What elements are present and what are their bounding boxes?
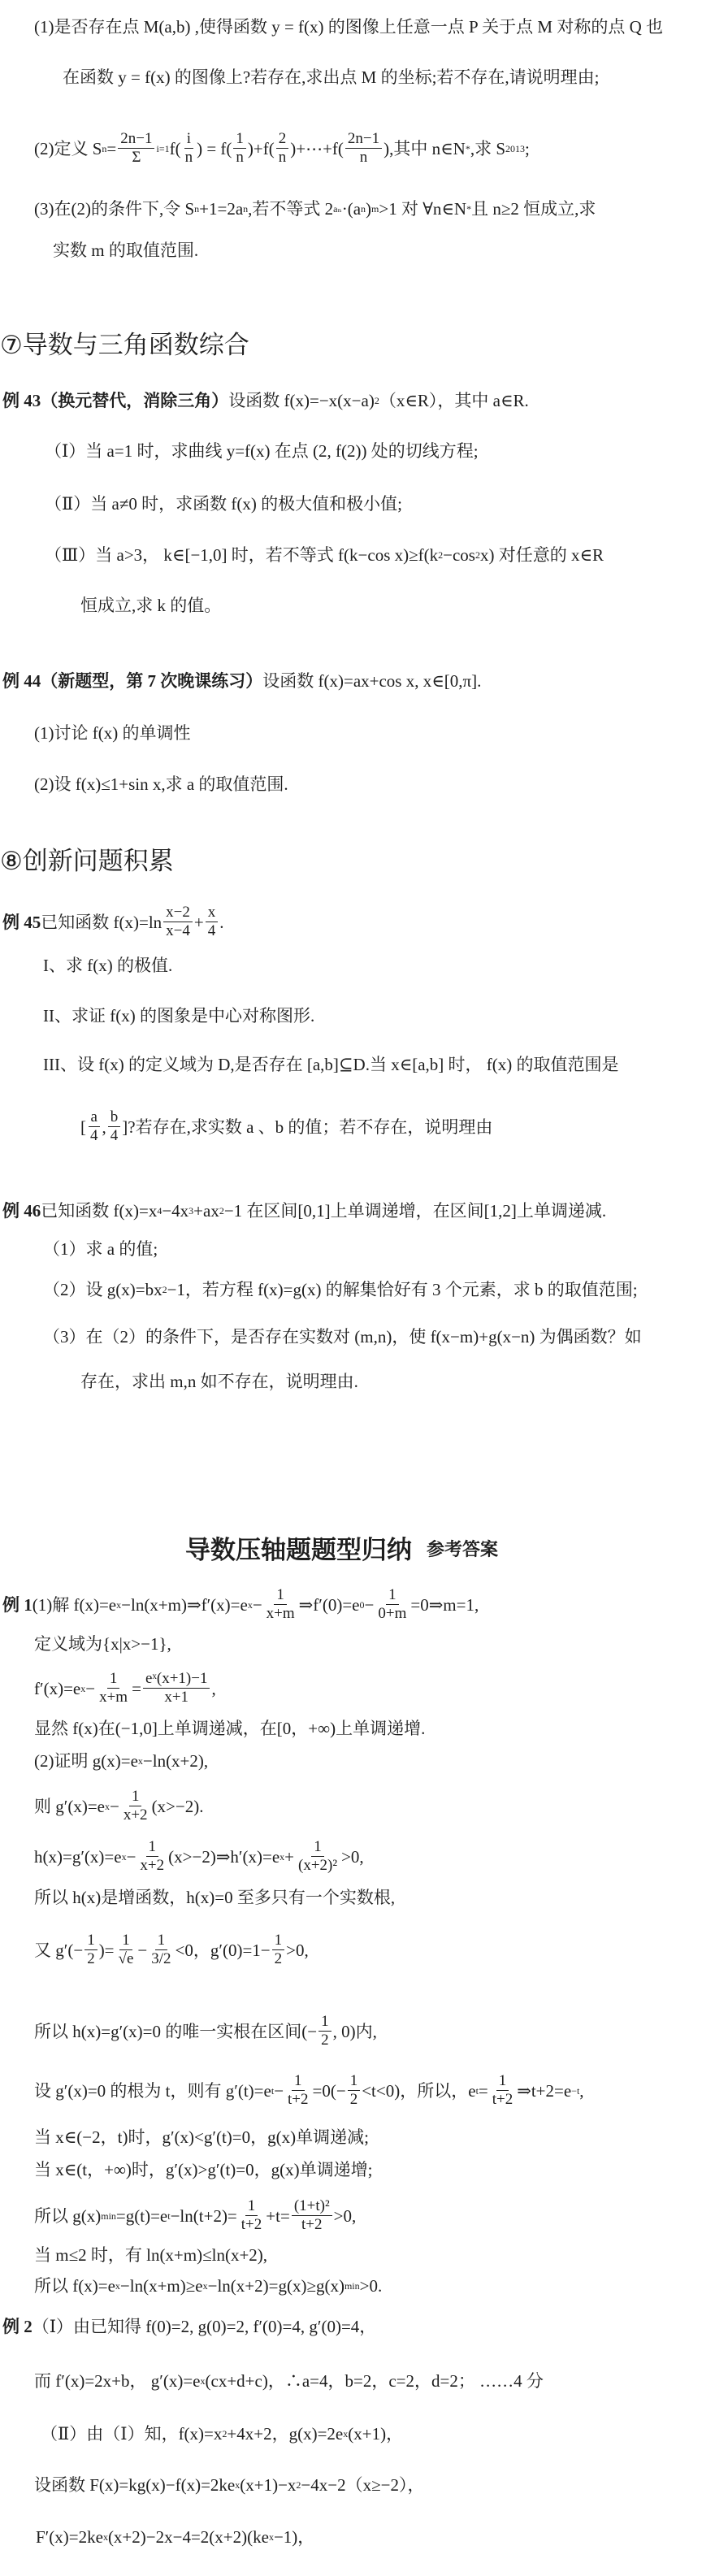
text-line: （Ⅱ）由（Ⅰ）知，f(x)=x 2 +4x+2，g(x)=2e x (x+1)， [41, 2424, 404, 2444]
text-run: (x>−2)⇒h′(x)=e [168, 1846, 280, 1867]
text-run: (x>−2). [151, 1796, 204, 1816]
text-run: , 0)内, [332, 2021, 377, 2041]
text-run: 存在，求出 m,n 如不存在，说明理由. [80, 1372, 358, 1391]
fraction [345, 130, 382, 167]
text-line [34, 1886, 395, 1909]
text-run: −4x−2（x≥−2）， [301, 2475, 425, 2495]
text-run: , [102, 1117, 106, 1137]
numerator: 1 [274, 1586, 287, 1605]
text-run: II、求证 f(x) 的图象是中心对称图形. [43, 1006, 315, 1026]
text-run: 所以 f(x)=e [34, 2276, 115, 2296]
text-run: 则 g′(x)=e [34, 1796, 105, 1816]
denominator: Σ [132, 149, 141, 166]
numerator: 1 [318, 2013, 332, 2032]
denominator: 0+m [378, 1605, 407, 1622]
text-run: （Ⅱ）当 a≠0 时，求函数 f(x) 的极大值和极小值; [45, 494, 402, 514]
text-run: 而 f′(x)=2x+b， g′(x)=e [34, 2371, 201, 2391]
text-line [2, 904, 223, 940]
text-run: ) = f( [197, 138, 232, 158]
text-line: h(x)=g′(x)=e x − $\frac{1}{x+2}$ (x>−2)⇒h′(x)=e x + $\frac{1}{\text{(x+2)²}}$ >0, [34, 1838, 364, 1874]
text-line: 所以 g(x) min =g(t)=e t −ln(t+2)= $\frac{1}{t+2}$ +t= $\frac{\text{(1+t)²}}{t+2}$ >0, [34, 2197, 357, 2233]
text-run: +4x+2，g(x)=2e [227, 2424, 344, 2444]
text-run: 设 g′(x)=0 的根为 t，则有 g′(t)=e [34, 2080, 271, 2101]
text-line [34, 773, 288, 796]
text-line: 所以 f(x)=e x −ln(x+m)≥e x −ln(x+2)=g(x)≥g(x) min >0. [34, 2276, 383, 2296]
numerator: 2n−1 [345, 130, 382, 149]
text-line [80, 1108, 492, 1145]
numerator: 1 [107, 1670, 120, 1689]
text-run: −ln(x+2)=g(x)≥g(x) [207, 2276, 344, 2296]
text-run: 当 m≤2 时，有 ln(x+m)≤ln(x+2), [34, 2245, 268, 2265]
text-line [43, 1325, 642, 1348]
text-line [34, 2158, 372, 2181]
text-run: )+f( [247, 138, 275, 158]
text-run: +ax [193, 1201, 219, 1221]
text-run: (1)解 f(x)=e [32, 1594, 117, 1615]
text-run: + [284, 1846, 294, 1867]
text-line [80, 594, 221, 617]
numerator: x−2 [163, 904, 193, 922]
text-run: − [126, 1846, 136, 1867]
text-line [34, 1633, 171, 1655]
section-heading [0, 845, 174, 878]
denominator: n [184, 149, 193, 166]
text-line: f′(x)=e x − $\frac{1}{x+m}$ = $\frac{\text{eˣ(x+1)−1}}{x+1}$ , [34, 1670, 216, 1706]
denominator: t+2 [240, 2216, 262, 2233]
numerator: i [184, 130, 193, 149]
text-line [53, 239, 198, 262]
text-run: = [478, 2080, 488, 2101]
numerator: 1 [292, 2072, 305, 2091]
text-run: 设函数 f(x)=ax+cos x, x∈[0,π]. [262, 671, 482, 691]
text-line: 例 1 (1)解 f(x)=e x −ln(x+m)⇒f′(x)=e x − $\frac{1}{x+m}$ ⇒f′(0)=e 0 − $\frac{1}{0+m}$ =0⇒m=1, [2, 1586, 479, 1622]
text-run: − [364, 1594, 375, 1615]
text-run: （x∈R），其中 a∈R. [379, 391, 529, 410]
denominator: x−4 [166, 922, 190, 939]
text-run: ⑦导数与三角函数综合 [0, 331, 249, 360]
text-run: 当 x∈(−2，t)时，g′(x)<g′(t)=0，g(x)单调递减; [34, 2127, 369, 2147]
numerator: 1 [129, 1788, 142, 1806]
fraction [183, 130, 196, 167]
text-run: , [211, 1678, 216, 1698]
text-line: （Ⅲ）当 a>3， k∈[−1,0] 时，若不等式 f(k−cos x)≥f(k 2 −cos 2 x) 对任意的 x∈R [45, 545, 604, 565]
text-run: 显然 f(x)在(−1,0]上单调递减，在[0，+∞)上单调递增. [34, 1719, 426, 1738]
text-run: h(x)=g′(x)=e [34, 1846, 122, 1867]
denominator: (x+2)² [298, 1857, 338, 1874]
fraction [285, 2072, 311, 2109]
text-run: (x+1)−x [240, 2475, 297, 2495]
text-run: = [132, 1678, 141, 1698]
text-run: =0(− [312, 2080, 346, 2101]
numerator: 1 [245, 2197, 258, 2216]
numerator: eˣ(x+1)−1 [143, 1670, 210, 1689]
text-line [34, 2126, 369, 2149]
fraction [318, 2013, 332, 2049]
text-run: + [193, 912, 204, 932]
text-run: 设函数 f(x)=−x(x−a) [228, 391, 375, 410]
denominator: √e [118, 1950, 134, 1967]
text-run: III、设 f(x) 的定义域为 D,是否存在 [a,b]⊆D.当 x∈[a,b] 时， f(x) 的取值范围是 [43, 1055, 619, 1074]
numerator: 1 [146, 1838, 159, 1857]
text-run: − [110, 1796, 119, 1816]
text-line: (2)定义 S n = $\frac{2n-1}{\Sigma}$ i=1 f( $\frac{i}{n}$ ) = f( $\frac{1}{n}$ )+f( $\frac{2}{n}$ )+⋯+f( $\frac{2n-1}{n}$ ),其中 n∈N * ,求 S 2013 ; [34, 130, 530, 166]
text-run: 实数 m 的取值范围. [53, 241, 199, 260]
numerator: 1 [311, 1838, 324, 1857]
fraction [206, 904, 219, 940]
text-run: )+⋯+f( [290, 138, 344, 158]
fraction [375, 1586, 409, 1623]
text-run: +t= [266, 2205, 290, 2226]
fraction [137, 1838, 167, 1875]
text-line: (2)证明 g(x)=e x −ln(x+2), [34, 1751, 209, 1771]
numerator: 1 [386, 1586, 399, 1605]
text-line [34, 15, 663, 38]
fraction [272, 1932, 285, 1968]
fraction [233, 130, 246, 167]
numerator: a [89, 1108, 100, 1127]
text-run: −ln(x+2), [142, 1751, 209, 1771]
fraction [84, 1932, 98, 1968]
text-run: −ln(t+2)= [170, 2205, 237, 2226]
numerator: 1 [233, 130, 246, 149]
example-label: 例 46 [2, 1201, 41, 1221]
text-run: ⇒t+2=e [517, 2080, 572, 2101]
text-run: =g(t)=e [115, 2205, 168, 2226]
fraction [116, 1932, 136, 1968]
text-run: ) [366, 199, 372, 219]
fraction [239, 2197, 265, 2234]
text-run: 已知函数 f(x)=ln [41, 912, 162, 932]
fraction [97, 1670, 130, 1706]
text-line [34, 1932, 309, 1968]
text-run: −ln(x+m)⇒f′(x)=e [121, 1594, 248, 1615]
text-run: 又 g′(− [34, 1940, 84, 1960]
text-run: +1=2a [199, 199, 244, 219]
denominator: 2 [349, 2091, 358, 2108]
text-run: （Ⅲ）当 a>3， k∈[−1,0] 时，若不等式 f(k−cos x)≥f(k [45, 545, 439, 565]
fraction [149, 1932, 173, 1968]
denominator: x+m [266, 1605, 295, 1622]
numerator: 1 [119, 1932, 132, 1950]
text-line [43, 1004, 314, 1027]
numerator: 1 [272, 1932, 285, 1950]
text-run: (3)在(2)的条件下,令 S [34, 199, 195, 219]
text-run: (x+2)−2x−4=2(x+2)(ke [107, 2527, 269, 2547]
fraction [292, 2197, 332, 2234]
text-run: − [85, 1678, 96, 1698]
text-line: （2）设 g(x)=bx 2 −1，若方程 f(x)=g(x) 的解集恰好有 3 个元素，求 b 的取值范围; [43, 1280, 638, 1299]
text-run: . [219, 912, 224, 932]
text-run: ⑧创新问题积累 [0, 847, 174, 876]
fraction [276, 130, 289, 167]
denominator: 2 [87, 1950, 95, 1967]
section-heading [0, 329, 249, 362]
numerator: 1 [155, 1932, 168, 1950]
text-run: − [252, 1594, 262, 1615]
text-run: <0，g′(0)=1− [175, 1940, 271, 1960]
text-line [34, 2013, 377, 2049]
text-run: >1 对 ∀n∈N [379, 199, 467, 219]
text-run: I、求 f(x) 的极值. [43, 956, 173, 975]
text-run: (1)讨论 f(x) 的单调性 [34, 723, 191, 743]
text-run: 且 n≥2 恒成立,求 [471, 199, 596, 219]
denominator: t+2 [288, 2091, 309, 2108]
text-run: >0, [333, 2205, 357, 2226]
text-line [34, 722, 190, 744]
fraction [490, 2072, 516, 2109]
text-line: (3)在(2)的条件下,令 S n +1=2a n ,若不等式 2 aₙ ·(a n ) m >1 对 ∀n∈N * 且 n≥2 恒成立,求 [34, 199, 596, 219]
fraction [118, 130, 154, 167]
text-run: = [106, 138, 117, 158]
denominator: t+2 [492, 2091, 514, 2108]
numerator: 1 [348, 2072, 361, 2091]
fraction [143, 1670, 210, 1706]
text-run: 恒成立,求 k 的值。 [80, 596, 222, 615]
answer-subtitle: 参考答案 [427, 1540, 499, 1560]
text-run: −ln(x+m)≥e [119, 2276, 203, 2296]
denominator: 4 [207, 922, 216, 939]
denominator: n [359, 149, 368, 166]
numerator: b [108, 1108, 121, 1127]
text-run: (2)证明 g(x)=e [34, 1751, 138, 1771]
text-line [45, 492, 402, 515]
numerator: (1+t)² [292, 2197, 332, 2216]
numerator: 2 [276, 130, 289, 149]
denominator: 3/2 [151, 1950, 171, 1967]
text-line: 例 43（换元替代，消除三角） 设函数 f(x)=−x(x−a) 2 （x∈R），其中 a∈R. [2, 391, 529, 410]
fraction [88, 1108, 101, 1145]
text-line [43, 1238, 158, 1260]
text-run: （2）设 g(x)=bx [43, 1280, 162, 1299]
text-line: 而 f′(x)=2x+b， g′(x)=e x (cx+d+c)，∴a=4，b=2，c=2，d=2； ……4 分 [34, 2371, 544, 2391]
text-run: x) 对任意的 x∈R [479, 545, 604, 565]
numerator: 1 [496, 2072, 509, 2091]
text-line [2, 2315, 376, 2338]
text-run: −cos [443, 545, 475, 565]
text-run: （Ⅰ）当 a=1 时，求曲线 y=f(x) 在点 (2, f(2)) 处的切线方程; [45, 441, 479, 461]
text-run: −1，若方程 f(x)=g(x) 的解集恰好有 3 个元素，求 b 的取值范围; [167, 1280, 638, 1299]
text-line: 例 46 已知函数 f(x)=x 4 −4x 3 +ax 2 −1 在区间[0,1]上单调递增，在区间[1,2]上单调递减. [2, 1201, 607, 1221]
fraction [108, 1108, 121, 1145]
text-line: 设函数 F(x)=kg(x)−f(x)=2ke x (x+1)−x 2 −4x−2（x≥−2）， [34, 2475, 425, 2495]
text-run: >0, [286, 1940, 309, 1960]
text-run: (x+1)， [348, 2424, 404, 2444]
text-line [63, 66, 599, 89]
text-run: 定义域为{x|x>−1}, [34, 1634, 171, 1654]
text-run: ),其中 n∈N [384, 138, 466, 158]
text-run: =0⇒m=1, [410, 1594, 479, 1615]
text-run: −1)， [273, 2527, 315, 2547]
fraction [348, 2072, 361, 2109]
text-run: ; [525, 138, 530, 158]
denominator: t+2 [301, 2216, 323, 2233]
text-run: ·(a [341, 199, 362, 219]
text-run: −1 在区间[0,1]上单调递增，在区间[1,2]上单调递减. [223, 1201, 607, 1221]
text-run: 所以 g(x) [34, 2205, 102, 2226]
text-run: （Ⅱ）由（Ⅰ）知，f(x)=x [41, 2424, 223, 2444]
text-run: 已知函数 f(x)=x [41, 1201, 158, 1221]
denominator: x+m [99, 1689, 128, 1706]
denominator: 4 [110, 1127, 119, 1144]
text-run: (2)定义 S [34, 138, 102, 158]
text-run: 所以 h(x)是增函数，h(x)=0 至多只有一个实数根, [34, 1888, 396, 1907]
denominator: x+2 [123, 1806, 148, 1824]
text-run: 当 x∈(t，+∞)时，g′(x)>g′(t)=0，g(x)单调递增; [34, 2160, 373, 2179]
numerator: 1 [84, 1932, 98, 1950]
text-line [80, 1370, 358, 1393]
text-line [2, 670, 481, 692]
text-run: )= [98, 1940, 115, 1960]
text-line [34, 1717, 425, 1740]
denominator: 2 [274, 1950, 283, 1967]
text-run: >0. [359, 2276, 383, 2296]
text-run: [ [80, 1117, 86, 1137]
text-run: (2)设 f(x)≤1+sin x,求 a 的取值范围. [34, 774, 288, 794]
text-run: （1）求 a 的值; [43, 1239, 158, 1259]
text-run: ]?若存在,求实数 a 、b 的值；若不存在，说明理由 [122, 1117, 493, 1137]
text-line: F′(x)=2ke x (x+2)−2x−4=2(x+2)(ke x −1)， [36, 2527, 315, 2547]
example-label: 例 43（换元替代，消除三角） [2, 391, 229, 410]
text-run: ,若不等式 2 [248, 199, 334, 219]
fraction [163, 904, 193, 940]
text-run: , [579, 2080, 584, 2101]
text-run: 在函数 y = f(x) 的图像上?若存在,求出点 M 的坐标;若不存在,请说明理由; [63, 67, 600, 87]
text-run: 导数压轴题题型归纳 [185, 1536, 412, 1565]
text-run: 所以 h(x)=g′(x)=0 的唯一实根在区间(− [34, 2021, 318, 2041]
text-line [43, 954, 172, 977]
example-label: 例 2 [2, 2317, 32, 2336]
text-run: <t<0)，所以，e [362, 2080, 476, 2101]
denominator: x+1 [164, 1689, 189, 1706]
text-run: −4x [162, 1201, 189, 1221]
text-line [43, 1053, 619, 1076]
example-label: 例 45 [2, 912, 41, 932]
text-run: ⇒f′(0)=e [298, 1594, 360, 1615]
text-line: 设 g′(x)=0 的根为 t，则有 g′(t)=e t − $\frac{1}{t+2}$ =0(− $\frac{1}{2}$ <t<0)，所以，e t = $\frac{1}{t+2}$ ⇒t+2=e −t , [34, 2072, 584, 2108]
text-run: （Ⅰ）由已知得 f(0)=2, g(0)=2, f′(0)=4, g′(0)=4， [32, 2317, 377, 2336]
text-run: f( [169, 138, 181, 158]
denominator: n [278, 149, 287, 166]
denominator: 2 [321, 2032, 329, 2049]
answer-title [185, 1534, 498, 1567]
text-run: （3）在（2）的条件下，是否存在实数对 (m,n)，使 f(x−m)+g(x−n) 为偶函数？如 [43, 1327, 642, 1347]
text-run: F′(x)=2ke [36, 2527, 103, 2547]
text-run: f′(x)=e [34, 1678, 81, 1698]
numerator: 2n−1 [118, 130, 154, 149]
denominator: n [236, 149, 244, 166]
text-line [34, 2244, 267, 2266]
fraction [121, 1788, 150, 1824]
numerator: x [206, 904, 219, 922]
text-run: 设函数 F(x)=kg(x)−f(x)=2ke [34, 2475, 236, 2495]
example-label: 例 44（新题型，第 7 次晚课练习） [2, 671, 263, 691]
text-run: ,求 S [470, 138, 506, 158]
text-run: (1)是否存在点 M(a,b) ,使得函数 y = f(x) 的图像上任意一点 P 关于点 M 对称的点 Q 也 [34, 17, 664, 37]
fraction [296, 1838, 340, 1875]
denominator: x+2 [140, 1857, 165, 1874]
example-label: 例 1 [2, 1594, 32, 1615]
fraction [264, 1586, 297, 1623]
text-run: (cx+d+c)，∴a=4，b=2，c=2，d=2； ……4 分 [205, 2371, 544, 2391]
text-run: >0, [341, 1846, 364, 1867]
text-run: − [274, 2080, 284, 2101]
text-line: 则 g′(x)=e x − $\frac{1}{x+2}$ (x>−2). [34, 1788, 204, 1824]
text-run: − [137, 1940, 148, 1960]
text-line [45, 440, 479, 462]
denominator: 4 [90, 1127, 98, 1144]
